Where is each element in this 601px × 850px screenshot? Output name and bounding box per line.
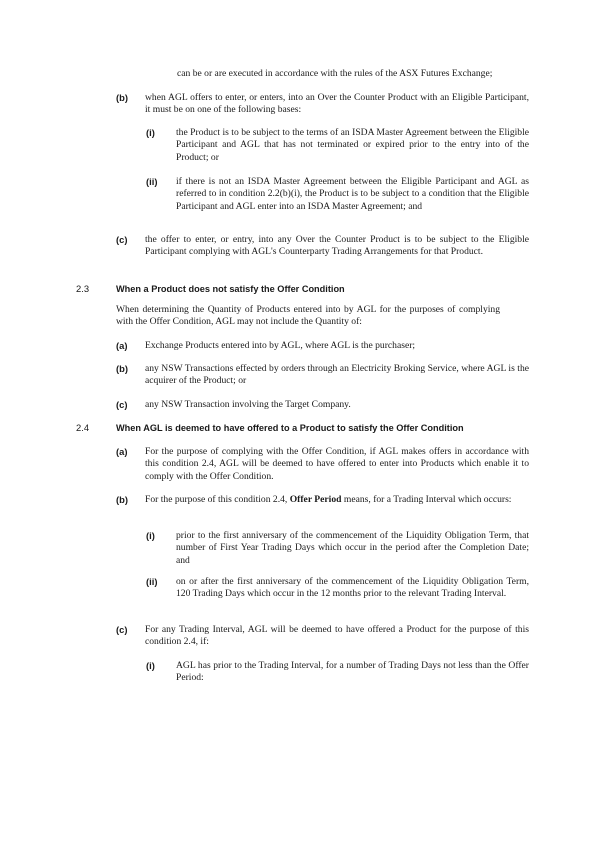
clause-2-2-b-i-text: the Product is to be subject to the terms of an ISDA Master Agreement between the Eligible Participant and AGL that has not terminated or expired prior to the entry into of the Product; or xyxy=(176,127,529,163)
item-label: (c) xyxy=(116,399,128,410)
section-heading: When AGL is deemed to have offered to a Product to satisfy the Offer Condition xyxy=(116,423,464,433)
clause-2-4-c-text: For any Trading Interval, AGL will be deemed to have offered a Product for the purpose of this condition 2.4, if: xyxy=(145,624,529,648)
continuation-text: can be or are executed in accordance with the rules of the ASX Futures Exchange; xyxy=(177,68,493,79)
clause-2-4-b-text-post: means, for a Trading Interval which occurs: xyxy=(341,494,512,505)
clause-2-4-b-i-text: prior to the first anniversary of the commencement of the Liquidity Obligation Term, that number of First Year Trading Days which occur in the period after the Completion Date; and xyxy=(176,530,529,566)
subitem-label: (ii) xyxy=(146,576,158,587)
item-label: (b) xyxy=(116,494,128,505)
item-label: (b) xyxy=(116,92,128,103)
subitem-label: (i) xyxy=(146,127,155,138)
item-label: (a) xyxy=(116,340,128,351)
section-2-3-intro: When determining the Quantity of Products entered into by AGL for the purposes of complying with the Offer Condition, AGL may not include the Quantity of: xyxy=(116,304,500,328)
clause-2-4-b-text-pre: For the purpose of this condition 2.4, xyxy=(145,494,290,505)
clause-2-4-a-text: For the purpose of complying with the Offer Condition, if AGL makes offers in accordance with this condition 2.4, AGL will be deemed to have offered to enter into Products which enable it to comply with the Offer Condition. xyxy=(145,446,529,482)
subitem-label: (i) xyxy=(146,660,155,671)
section-number: 2.3 xyxy=(76,283,90,294)
clause-2-2-b-text: when AGL offers to enter, or enters, into an Over the Counter Product with an Eligible Participant, it must be on one of the following bases: xyxy=(145,92,529,116)
section-number: 2.4 xyxy=(76,422,90,433)
section-heading: When a Product does not satisfy the Offer Condition xyxy=(116,284,345,294)
clause-2-4-c-i-text: AGL has prior to the Trading Interval, for a number of Trading Days not less than the Offer Period: xyxy=(176,660,529,684)
clause-2-2-b-ii-text: if there is not an ISDA Master Agreement between the Eligible Participant and AGL as referred to in condition 2.2(b)(i), the Product is to be subject to a condition that the Eligible Participant and AGL enter into an ISDA Master Agreement; and xyxy=(176,176,529,212)
clause-2-3-b-text: any NSW Transactions effected by orders through an Electricity Broking Service, where AGL is the acquirer of the Product; or xyxy=(145,363,529,387)
clause-2-4-b-text xyxy=(145,494,529,506)
subitem-label: (i) xyxy=(146,530,155,541)
clause-2-3-a-text: Exchange Products entered into by AGL, where AGL is the purchaser; xyxy=(145,340,416,351)
item-label: (b) xyxy=(116,363,128,374)
item-label: (a) xyxy=(116,446,128,457)
item-label: (c) xyxy=(116,624,128,635)
clause-2-4-b-ii-text: on or after the first anniversary of the commencement of the Liquidity Obligation Term, 120 Trading Days which occur in the 12 months prior to the relevant Trading Interval. xyxy=(176,576,529,600)
clause-2-3-c-text: any NSW Transaction involving the Target Company. xyxy=(145,399,351,410)
defined-term: Offer Period xyxy=(289,494,342,505)
item-label: (c) xyxy=(116,234,128,245)
subitem-label: (ii) xyxy=(146,176,158,187)
clause-2-2-c-text: the offer to enter, or entry, into any Over the Counter Product is to be subject to the Eligible Participant complying with AGL's Counterparty Trading Arrangements for that Product. xyxy=(145,234,529,258)
